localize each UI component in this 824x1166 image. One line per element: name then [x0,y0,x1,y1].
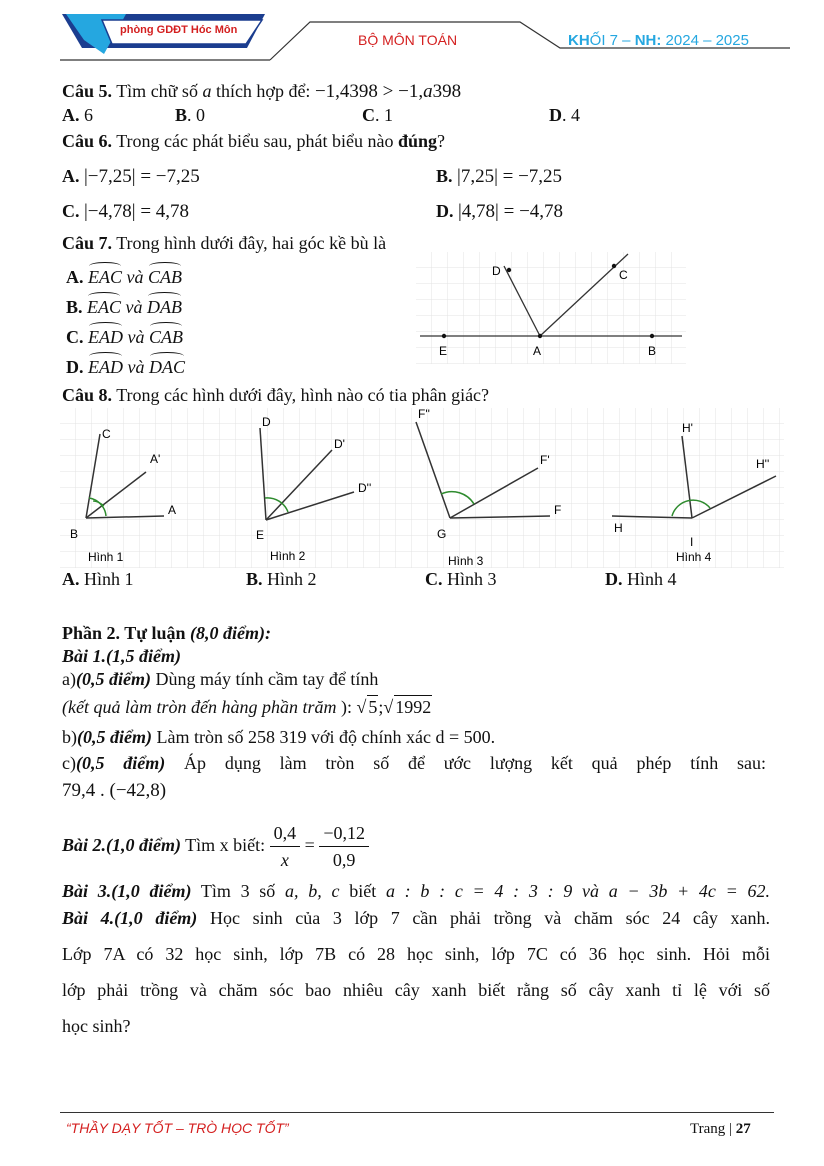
q8-option-c[interactable]: C. Hình 3 [425,569,497,589]
svg-text:A': A' [150,452,161,466]
svg-text:I: I [690,535,694,549]
svg-text:H': H' [682,421,693,435]
q5-option-a[interactable]: A. 6 [62,105,93,125]
q5-option-b[interactable]: B. 0 [175,105,206,125]
svg-text:C: C [102,427,111,441]
page-number: Trang | 27 [690,1121,751,1137]
question-5: Câu 5. Tìm chữ số a thích hợp để: −1,4398 > −1,a398 [62,81,462,102]
svg-text:B: B [70,527,79,541]
bai-4-line-3: lớp phải trồng và chăm sóc bao nhiêu cây xanh biết rằng số cây xanh tỉ lệ với số [62,980,770,1000]
bai-4-line-1: Bài 4.(1,0 điểm) Học sinh của 3 lớp 7 cần phải trồng và chăm sóc 24 cây xanh. [62,908,771,928]
question-7: Câu 7. Trong hình dưới đây, hai góc kề bù là [62,233,387,253]
bai-1-title: Bài 1.(1,5 điểm) [62,646,181,666]
question-8: Câu 8. Trong các hình dưới đây, hình nào có tia phân giác? [62,385,490,405]
caption-hinh-3: Hình 3 [448,554,484,568]
q7-option-a[interactable]: A. EAC và CAB [66,262,182,288]
svg-text:E: E [256,528,265,542]
label-d: D [492,264,501,278]
q7-option-d[interactable]: D. EAD và DAC [66,352,185,378]
q8-option-b[interactable]: B. Hình 2 [246,569,317,589]
q6-option-d[interactable]: D. |4,78| = −4,78 [436,201,564,222]
footer-divider [60,1112,774,1113]
svg-text:F: F [554,503,562,517]
department-title: BỘ MÔN TOÁN [358,32,458,48]
bai-2: Bài 2.(1,0 điểm) Tìm x biết: $\frac{0,4}{x}$ = $\frac{-0,12}{0,9}$ [62,818,369,872]
svg-text:G: G [437,527,447,541]
label-a: A [533,344,542,358]
school-badge: phòng GDĐT Hóc Môn [120,24,238,36]
bai-4-line-2: Lớp 7A có 32 học sinh, lớp 7B có 28 học sinh, lớp 7C có 36 học sinh. Hỏi mỗi [62,944,770,964]
bai-1-a-note: (kết quả làm tròn đến hàng phần trăm ): √ 5;√ 1992 [62,697,432,717]
bai-3: Bài 3.(1,0 điểm) Tìm 3 số a, b, c biết a : b : c = 4 : 3 : 9 và a − 3b + 4c = 62. [62,881,771,901]
svg-text:A: A [168,503,177,517]
bai-4-line-4: học sinh? [62,1016,131,1036]
svg-text:F': F' [540,453,550,467]
svg-text:H: H [614,521,623,535]
q7-figure [416,252,686,364]
q8-option-d[interactable]: D. Hình 4 [605,569,677,589]
fraction-right: $\frac{-0,12}{0,9}$ [319,822,369,871]
q6-option-c[interactable]: C. |−4,78| = 4,78 [62,201,190,222]
label-c: C [619,268,628,282]
grade-year: KHỐI 7 – NH: 2024 – 2025 [568,32,749,49]
svg-text:D'': D'' [358,481,372,495]
caption-hinh-2: Hình 2 [270,549,306,563]
q6-option-a[interactable]: A. |−7,25| = −7,25 [62,166,200,187]
bai-1-c: c)(0,5 điểm) Áp dụng làm tròn số để ước lượng kết quả phép tính sau: [62,753,767,773]
caption-hinh-1: Hình 1 [88,550,124,564]
q5-option-c[interactable]: C. 1 [362,105,393,125]
q8-option-a[interactable]: A. Hình 1 [62,569,134,589]
q5-option-d[interactable]: D. 4 [549,105,580,125]
q7-option-c[interactable]: C. EAD và CAB [66,322,183,348]
question-6: Câu 6. Trong các phát biểu sau, phát biểu nào đúng? [62,131,446,151]
label-b: B [648,344,657,358]
bai-1-b: b)(0,5 điểm) Làm tròn số 258 319 với độ chính xác d = 500. [62,727,496,747]
svg-text:F'': F'' [418,408,430,421]
q6-option-b[interactable]: B. |7,25| = −7,25 [436,166,563,187]
caption-hinh-4: Hình 4 [676,550,712,564]
part-2-title: Phần 2. Tự luận (8,0 điểm): [62,623,272,643]
label-e: E [439,344,448,358]
bai-1-a: a)(0,5 điểm) Dùng máy tính cầm tay để tính [62,669,379,689]
q7-option-b[interactable]: B. EAC và DAB [66,292,182,318]
bai-1-c-expr: 79,4 . (−42,8) [62,780,167,801]
svg-text:H'': H'' [756,457,770,471]
svg-text:D: D [262,415,271,429]
footer-motto: “THẦY DẠY TỐT – TRÒ HỌC TỐT” [66,1120,289,1136]
svg-text:D': D' [334,437,345,451]
q8-figures [60,408,784,568]
fraction-left: $\frac{0,4}{x}$ [270,822,301,871]
